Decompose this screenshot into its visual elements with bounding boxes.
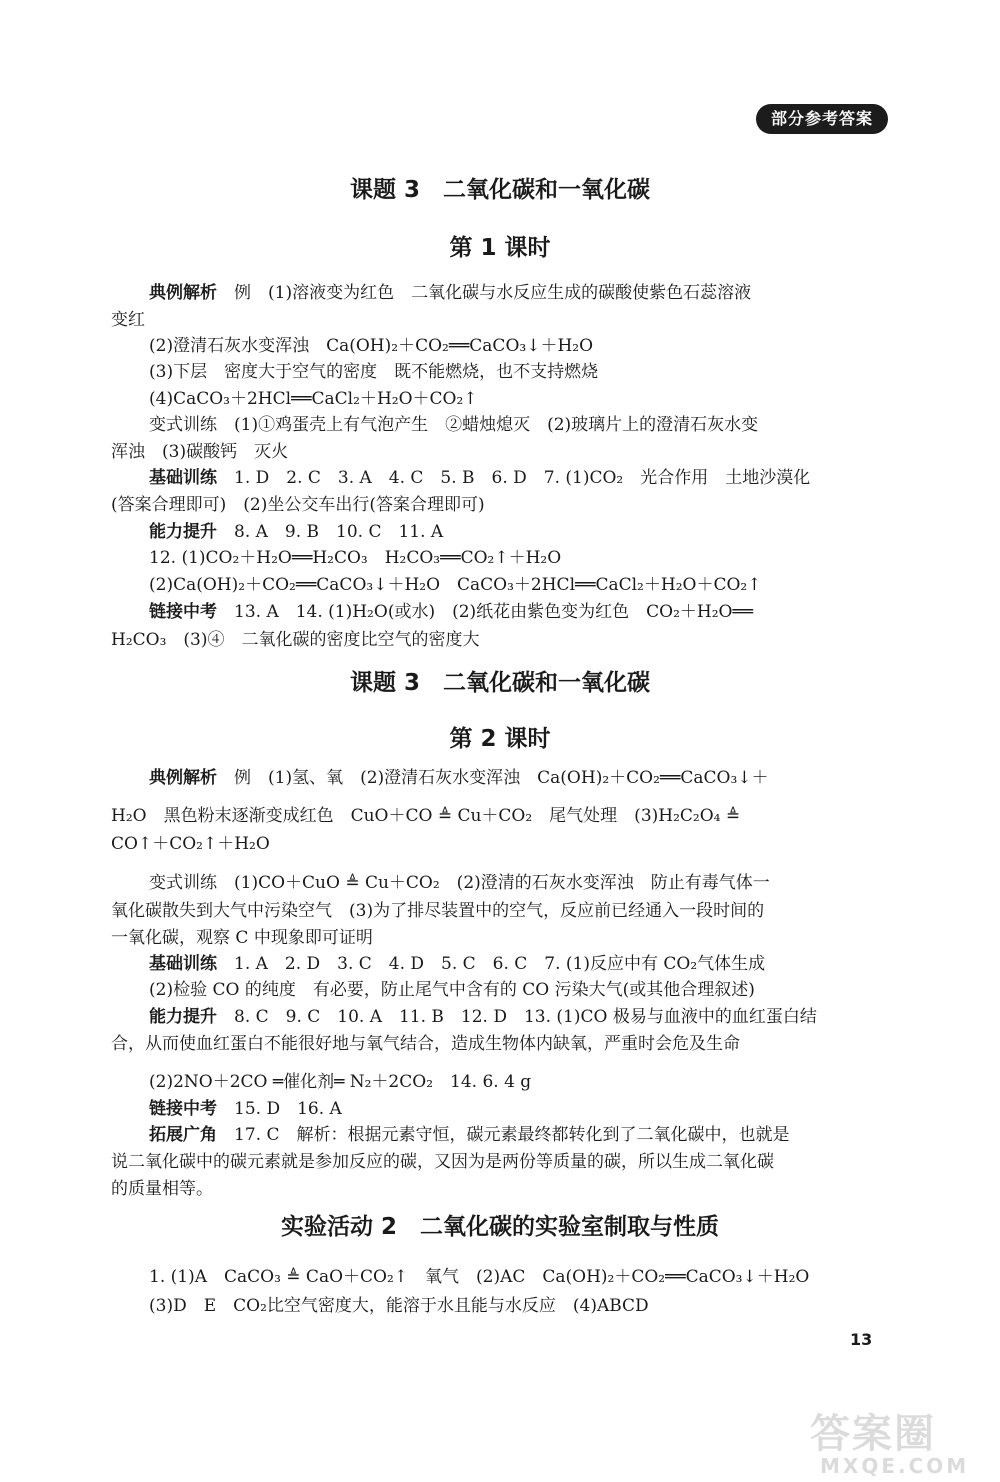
- section-title-3: 实验活动 2 二氧化碳的实验室制取与性质: [280, 1214, 719, 1240]
- watermark: [810, 1412, 990, 1478]
- page-number: 13: [850, 1330, 873, 1349]
- answer-line: 变式训练 (1)①鸡蛋壳上有气泡产生 ②蜡烛熄灭 (2)玻璃片上的澄清石灰水变: [149, 415, 759, 435]
- answer-line: (2)2NO＋2CO ═催化剂═ N₂＋2CO₂ 14. 6. 4 g: [149, 1072, 532, 1092]
- answer-line: 基础训练 1. A 2. D 3. C 4. D 5. C 6. C 7. (1)反应中有 CO₂气体生成: [149, 954, 766, 974]
- section-badge: 部分参考答案: [756, 104, 888, 134]
- lesson-title-1: 第 1 课时: [449, 235, 551, 261]
- answer-line: 拓展广角 17. C 解析：根据元素守恒，碳元素最终都转化到了二氧化碳中，也就是: [149, 1125, 790, 1145]
- section-title-2: 课题 3 二氧化碳和一氧化碳: [349, 670, 650, 696]
- answer-line: (3)下层 密度大于空气的密度 既不能燃烧，也不支持燃烧: [149, 362, 599, 382]
- answer-line: (答案合理即可) (2)坐公交车出行(答案合理即可): [111, 495, 485, 515]
- watermark-site: MXQE.COM: [820, 1454, 970, 1478]
- answer-line: H₂O 黑色粉末逐渐变成红色 CuO＋CO ≜ Cu＋CO₂ 尾气处理 (3)H₂C₂O₄ ≜: [111, 806, 741, 826]
- answer-line: 典例解析 例 (1)溶液变为红色 二氧化碳与水反应生成的碳酸使紫色石蕊溶液: [149, 283, 752, 303]
- answer-line: 12. (1)CO₂＋H₂O══H₂CO₃ H₂CO₃══CO₂↑＋H₂O: [149, 548, 562, 568]
- answer-line: CO↑＋CO₂↑＋H₂O: [111, 834, 270, 854]
- answer-line: 氧化碳散失到大气中污染空气 (3)为了排尽装置中的空气，反应前已经通入一段时间的: [111, 901, 765, 921]
- answer-line: 一氧化碳，观察 C 中现象即可证明: [111, 928, 373, 948]
- section-title-1: 课题 3 二氧化碳和一氧化碳: [349, 177, 650, 203]
- lesson-title-2: 第 2 课时: [449, 726, 551, 752]
- answer-line: H₂CO₃ (3)④ 二氧化碳的密度比空气的密度大: [111, 630, 480, 650]
- answer-line: 浑浊 (3)碳酸钙 灭火: [111, 442, 289, 462]
- answer-line: 基础训练 1. D 2. C 3. A 4. C 5. B 6. D 7. (1)CO₂ 光合作用 土地沙漠化: [149, 468, 811, 488]
- answer-line: 的质量相等。: [111, 1179, 213, 1199]
- answer-line: 典例解析 例 (1)氢、氧 (2)澄清石灰水变浑浊 Ca(OH)₂＋CO₂══CaCO₃↓＋: [149, 768, 769, 788]
- answer-line: (2)澄清石灰水变浑浊 Ca(OH)₂＋CO₂══CaCO₃↓＋H₂O: [149, 336, 594, 356]
- answer-line: (2)Ca(OH)₂＋CO₂══CaCO₃↓＋H₂O CaCO₃＋2HCl══CaCl₂＋H₂O＋CO₂↑: [149, 575, 762, 595]
- answer-line: 合，从而使血红蛋白不能很好地与氧气结合，造成生物体内缺氧，严重时会危及生命: [111, 1034, 740, 1054]
- answer-line: 能力提升 8. A 9. B 10. C 11. A: [149, 522, 444, 542]
- answer-line: 变式训练 (1)CO＋CuO ≜ Cu＋CO₂ (2)澄清的石灰水变浑浊 防止有毒气体一: [149, 873, 770, 893]
- answer-line: (2)检验 CO 的纯度 有必要，防止尾气中含有的 CO 污染大气(或其他合理叙述): [149, 980, 755, 1000]
- answer-line: 链接中考 13. A 14. (1)H₂O(或水) (2)纸花由紫色变为红色 CO₂＋H₂O══: [149, 602, 753, 622]
- answer-line: 1. (1)A CaCO₃ ≜ CaO＋CO₂↑ 氧气 (2)AC Ca(OH)₂＋CO₂══CaCO₃↓＋H₂O: [149, 1267, 810, 1287]
- answer-line: 能力提升 8. C 9. C 10. A 11. B 12. D 13. (1)CO 极易与血液中的血红蛋白结: [149, 1007, 817, 1027]
- answer-line: 变红: [111, 310, 145, 330]
- watermark-logo: 答案圈: [810, 1411, 936, 1457]
- answer-line: 说二氧化碳中的碳元素就是参加反应的碳，又因为是两份等质量的碳，所以生成二氧化碳: [111, 1152, 774, 1172]
- answer-line: (3)D E CO₂比空气密度大，能溶于水且能与水反应 (4)ABCD: [149, 1296, 649, 1316]
- answer-line: 链接中考 15. D 16. A: [149, 1099, 342, 1119]
- answer-line: (4)CaCO₃＋2HCl══CaCl₂＋H₂O＋CO₂↑: [149, 389, 478, 409]
